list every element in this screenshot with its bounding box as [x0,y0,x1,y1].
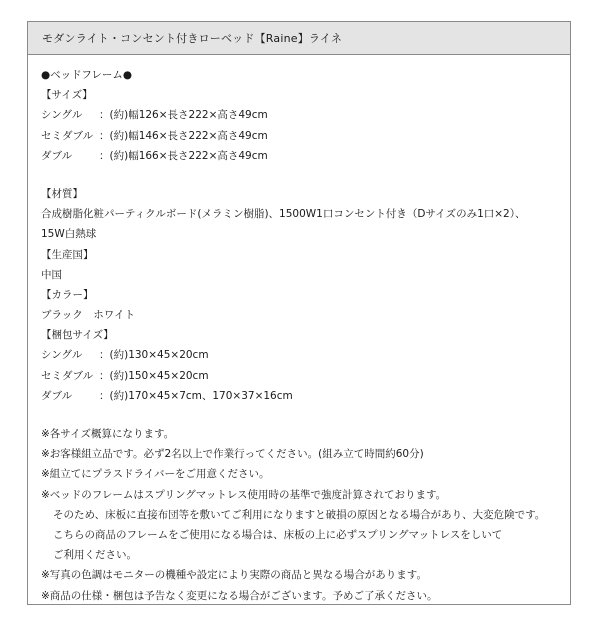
material-line-1: 合成樹脂化粧パーティクルボード(メラミン樹脂)、1500W1口コンセント付き（Dサイズのみ1口×2）、 [41,208,526,221]
package-value: ：(約)130×45×20cm [99,349,209,362]
origin-heading: 【生産国】 [41,248,94,261]
size-heading: 【サイズ】 [41,89,93,102]
size-label: ダブル [41,149,73,162]
panel-header [28,22,570,55]
note-item: ご利用ください。 [53,549,137,562]
size-label: セミダブル [41,129,94,142]
package-heading: 【梱包サイズ】 [41,329,114,342]
package-row-single [41,345,570,365]
size-value: ：(約)幅146×長さ222×高さ49cm [99,129,268,142]
package-label: シングル [41,349,83,362]
color-value: ブラック ホワイト [41,309,135,322]
note-item: ※商品の仕様・梱包は予告なく変更になる場合がございます。予めご了承ください。 [41,589,438,602]
package-label: セミダブル [41,369,94,382]
size-value: ：(約)幅126×長さ222×高さ49cm [99,109,268,122]
package-label: ダブル [41,389,73,402]
note-item: ※各サイズ概算になります。 [41,428,175,440]
note-item: ※写真の色調はモニターの機種や設定により実際の商品と異なる場合があります。 [41,569,427,582]
material-line-2: 15W白熱球 [41,228,97,241]
size-label: シングル [41,109,83,122]
spacer [41,406,570,424]
package-value: ：(約)150×45×20cm [99,369,209,382]
material-heading: 【材質】 [41,187,83,200]
size-row-double [41,146,570,166]
package-row-semidouble [41,366,570,386]
product-title: モダンライト・コンセント付きローベッド【Raine】ライネ [42,32,343,45]
note-item: ※ベッドのフレームはスプリングマットレス使用時の基準で強度計算されております。 [41,488,447,501]
spacer [41,166,570,184]
package-value: ：(約)170×45×7cm、170×37×16cm [99,389,293,402]
color-heading: 【カラー】 [41,288,94,301]
package-row-double [41,386,570,406]
size-value: ：(約)幅166×長さ222×高さ49cm [99,149,268,162]
origin-value: 中国 [41,268,62,281]
note-item: ※組立てにプラスドライバーをご用意ください。 [41,468,270,481]
note-item: ※お客様組立品です。必ず2名以上で作業行ってください。(組み立て時間約60分) [41,448,424,461]
spec-panel [27,21,571,605]
note-item: そのため、床板に直接布団等を敷いてご利用になりますと破損の原因となる場合があり、大変危険です。 [53,508,546,521]
size-row-semidouble [41,126,570,146]
panel-body [28,55,570,606]
note-item: こちらの商品のフレームをご使用になる場合は、床板の上に必ずスプリングマットレスをしいて [53,528,503,541]
size-row-single [41,105,570,125]
frame-title: ●ベッドフレーム● [41,69,133,81]
